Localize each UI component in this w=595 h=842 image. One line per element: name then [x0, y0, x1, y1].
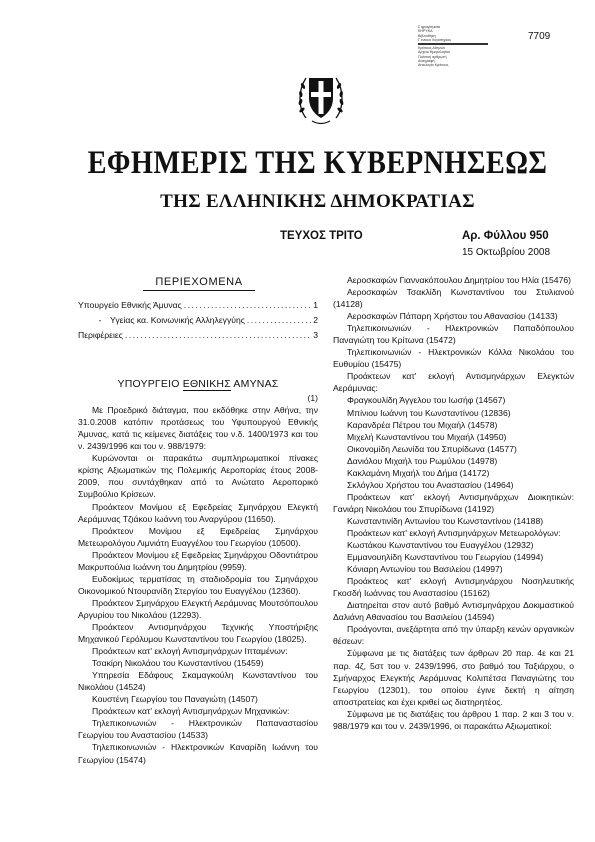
paragraph: Τηλεπικοινωνιών - Ηλεκτρονικών Κόλλα Νικολάου του Ευθυμίου (15475)	[333, 347, 574, 370]
toc-row[interactable]	[78, 329, 318, 344]
paragraph: Μπίνιου Ιωάννη του Κωνσταντίνου (12836)	[347, 407, 511, 418]
paragraph: Σκλόγλου Χρήστου του Αναστασίου (14964)	[347, 479, 514, 490]
paragraph: Προάγονται, ανεξάρτητα από την ύπαρξη κενών οργανικών θέσεων:	[333, 624, 574, 647]
stamp-line: Σ φραγίσματα	[418, 25, 441, 29]
stamp-line: Κράτους Αθηνών	[418, 46, 446, 51]
paragraph: Οικονομίδη Λεωνίδα του Σπυρίδωνα (14577)	[347, 443, 517, 454]
paragraph: Κουστένη Γεωργίου του Παναγιώτη (14507)	[92, 694, 258, 705]
paragraph: Με Προεδρικό διάταγμα, που εκδόθηκε στην Αθήνα, την 31.0.2008 κατόπιν προτάσεως του Υφυπουργού Εθνικής Άμυνας, κατά τις κείμενες διατάξεις του ν.δ. 1400/1973 και του ν. 2439/1996 και του ν. 988/1979:	[78, 405, 318, 452]
stamp-line: Αρχείο Ημερολογίου	[418, 50, 451, 55]
paragraph: Προάκτεον Μονίμου εξ Εφεδρείας Σμηνάρχου Οδοντιάτρου Μακρυπούλια Ιωάννη του Δημητρίου (9959).	[78, 549, 318, 572]
sheet-number: Αρ. Φύλλου 950	[462, 230, 549, 242]
paragraph: Αεροσκαφών Πάπαρη Χρήστου του Αθανασίου (14133)	[347, 311, 558, 322]
section-heading: ΥΠΟΥΡΓΕΙΟ ΕΘΝΙΚΗΣ ΑΜΥΝΑΣ	[117, 378, 279, 391]
toc-label: Περιφέρειες	[78, 330, 123, 341]
paragraph: Κωνσταντινίδη Αντωνίου του Κωνσταντίνου (14188)	[347, 515, 544, 526]
table-of-contents	[78, 299, 318, 344]
paragraph: Προάκτεος κατ' εκλογή Αντισμηνάρχου Νοσηλευτικής Γκοσδή Ιωάννας του Αναστασίου (15162)	[333, 576, 574, 599]
right-column	[333, 274, 574, 732]
paragraph: Προάκτεων κατ' εκλογή Αντισμηνάρχων Μηχανικών:	[92, 706, 290, 717]
toc-row[interactable]	[78, 299, 318, 314]
paragraph: Τηλεπικοινωνιών - Ηλεκτρονικών Παπαναστασίου Γεωργίου του Αναστασίου (14533)	[78, 718, 318, 741]
page-number: 7709	[528, 31, 551, 42]
paragraph: Σύμφωνα με τις διατάξεις του άρθρου 1 παρ. 2 και 3 του ν. 988/1979 και του ν. 2439/1996, οι παρακάτω Αξιωματικοί:	[333, 708, 574, 731]
paragraph: Προάκτεον Αντισμηνάρχου Τεχνικής Υποστήριξης Μηχανικού Γερόλυμου Κωνσταντίνου του Γεωργίου (18025).	[78, 621, 318, 645]
coat-of-arms-emblem	[296, 68, 346, 128]
paragraph: Καρανδρέα Πέτρου του Μιχαήλ (14578)	[347, 419, 498, 430]
toc-page: 2	[313, 315, 318, 326]
paragraph: Τσακίρη Νικολάου του Κωνσταντίνου (15459)	[92, 658, 264, 669]
issue-date: 15 Οκτωβρίου 2008	[462, 247, 551, 258]
paragraph: Εμμανουηλίδη Κωνσταντίνου του Γεωργίου (14994)	[347, 552, 544, 563]
issue-label: ΤΕΥΧΟΣ ΤΡΙΤΟ	[280, 230, 363, 242]
note-number: (1)	[307, 393, 318, 404]
paragraph: Διατηρείται στον αυτό βαθμό Αντισμηνάρχου Δοκιμαστικού Δαλιάνη Αθανασίου του Βασιλείου (14594)	[333, 600, 574, 623]
paragraph: Κόνιαρη Αντωνίου του Βασιλείου (14997)	[347, 564, 503, 575]
left-column	[78, 272, 318, 766]
paragraph: Προάκτεων κατ' εκλογή Αντισμηνάρχων Διοικητικών: Γανιάρη Νικολάου του Σπυρίδωνα (14192)	[333, 491, 574, 514]
toc-label: Υγείας κα. Κοινωνικής Αλληλεγγύης	[110, 315, 245, 326]
toc-label: Υπουργείο Εθνικής Άμυνας	[78, 300, 182, 311]
gazette-subtitle: ΤΗΣ ΕΛΛΗΝΙΚΗΣ ΔΗΜΟΚΡΑΤΙΑΣ	[160, 191, 475, 212]
paragraph: Ευδοκίμως τερματίσας τη σταδιοδρομία του Σμηνάρχου Οικονομικού Ντουρανίδη Στεργίου του Ευαγγέλου (12360).	[78, 573, 318, 596]
paragraph: Υπηρεσία Εδάφους Σκαμαγκούλη Κωνσταντίνου του Νικολάου (14524)	[78, 670, 318, 693]
paragraph: Τηλεπικοινωνιών - Ηλεκτρονικών Παπαδόπουλου Παναγιώτη του Κρίτωνα (15472)	[333, 323, 574, 346]
toc-page: 3	[313, 330, 318, 341]
paragraph: Προάκτεων κατ' εκλογή Αντισμηνάρχων Ελεγκτών Αεράμυνας:	[333, 371, 574, 394]
stamp-line: Αιτιολογία Κράτους	[418, 63, 449, 68]
library-stamp	[418, 25, 488, 68]
gazette-title: ΕΦΗΜΕΡΙΣ ΤΗΣ ΚΥΒΕΡΝΗΣΕΩΣ	[87, 145, 548, 181]
paragraph: Δανιόλου Μιχαήλ του Ρωμύλου (14978)	[347, 455, 498, 466]
paragraph: Τηλεπικοινωνιών - Ηλεκτρονικών Καναρίδη Ιωάννη του Γεωργίου (15474)	[78, 742, 318, 765]
paragraph: Προάκτεον Σμηνάρχου Ελεγκτή Αεράμυνας Μουτσόπουλου Αργυρίου του Νικολάου (12293).	[78, 597, 318, 620]
contents-heading: ΠΕΡΙΕΧΟΜΕΝΑ	[143, 276, 255, 291]
paragraph: Αεροσκαφών Γιαννακόπουλου Δημητρίου του Ηλία (15476)	[347, 275, 571, 285]
paragraph: Κωστάκου Κωνσταντίνου του Ευαγγέλου (12932)	[347, 540, 534, 551]
stamp-line: Αναγραφή	[418, 59, 435, 64]
paragraph: Προάκτεων κατ' εκλογή Αντισμηνάρχων Ιπταμένων:	[92, 646, 288, 657]
toc-dash: -	[98, 315, 102, 326]
stamp-line: ΚΗΡΥΚΑ	[418, 29, 433, 34]
paragraph: Μιχελή Κωνσταντίνου του Μιχαήλ (14950)	[347, 431, 507, 442]
toc-row[interactable]	[78, 314, 318, 329]
paragraph: Αεροσκαφών Τσακλίδη Κωνσταντίνου του Στυλιανού (14128)	[333, 287, 574, 310]
paragraph: Κακλαμάνη Μιχαήλ του Δήμα (14172)	[347, 467, 490, 478]
paragraph: Κυρώνονται οι παρακάτω συμπληρωματικοί πίνακες κρίσης Αξιωματικών της Πολεμικής Αεροπορίας έτους 2008-2009, που συντάχθηκαν από το Ανώτατο Αεροπορικό Συμβούλιο Κρίσεων.	[78, 453, 318, 500]
paragraph: Προάκτεον Μονίμου εξ Εφεδρείας Σμηνάρχου Ελεγκτή Αεράμυνας Τζιάκου Ιωάννη του Αναργύρου (11650).	[78, 501, 318, 524]
paragraph: Προάκτεον Μονίμου εξ Εφεδρείας Σμηνάρχου Μετεωρολόγου Λιμνιάτη Ευαγγέλου του Γεωργίου (10500).	[78, 525, 318, 548]
stamp-line: Πολιτική αρθρωτή	[418, 54, 447, 59]
paragraph: Φραγκουλίδη Άγγελου του Ιωσήφ (14567)	[347, 395, 506, 406]
toc-page: 1	[313, 300, 318, 311]
stamp-line: Βιβλιοθήκη	[418, 33, 436, 38]
paragraph: Σύμφωνα με τις διατάξεις των άρθρων 20 παρ. 4ε και 21 παρ. 4ζ, 5στ του ν. 2439/1996, στο βαθμό του Ταξιάρχου, ο Σμήναρχος Ελεγκτής Αεράμυνας Κολιπέτσα Παναγιώτης του Γεωργίου (12301), του οποίου έγινε δεκτή η αίτηση αποστρατείας και έχει κριθεί ως διατηρητέος.	[333, 648, 574, 707]
stamp-line: Γ ενικού Λογιστηρίου	[418, 37, 452, 42]
paragraph: Προάκτεων κατ' εκλογή Αντισμηνάρχων Μετεωρολόγων:	[347, 527, 561, 538]
